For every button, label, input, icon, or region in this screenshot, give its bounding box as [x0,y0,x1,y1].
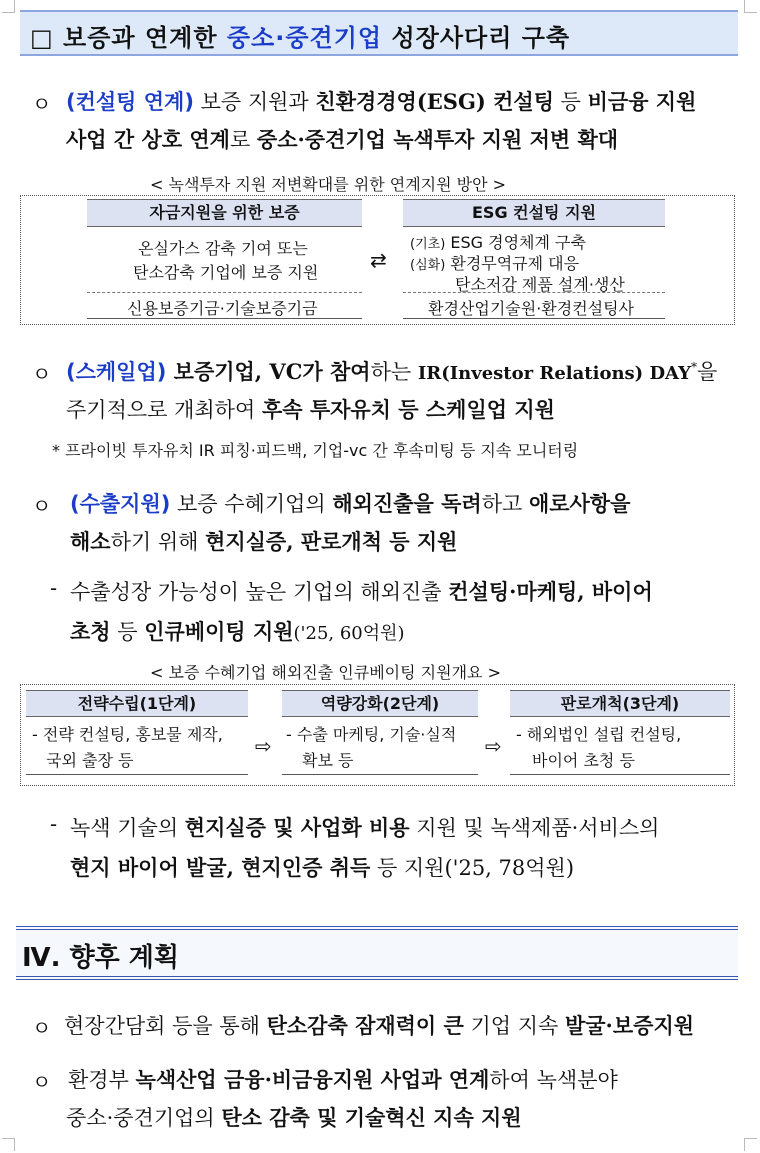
checkbox-glyph: □ [30,24,54,52]
divider [403,318,665,319]
table-cell: 환경산업기술원·환경컨설팅사 [428,299,635,318]
sub-item-dash: - [50,576,58,600]
stage3-header: 판로개척(3단계) [510,690,730,717]
sub-item-dash: - [50,812,58,836]
paragraph-line: 초청 등 인큐베이팅 지원('25, 60억원) [70,619,405,644]
bullet-mark: ㅇ [32,1016,52,1040]
divider [87,292,362,293]
paragraph-line: 해소하기 위해 현지실증, 판로개척 등 지원 [70,529,458,554]
bullet-mark: ㅇ [32,92,52,116]
table-cell: 국외 출장 등 [46,751,134,770]
paragraph-line: (수출지원) 보증 수혜기업의 해외진출을 독려하고 애로사항을 [70,491,631,516]
paragraph-line: 현장간담회 등을 통해 탄소감축 잠재력이 큰 기업 지속 발굴·보증지원 [64,1013,695,1038]
divider [282,774,478,775]
table-caption: < 녹색투자 지원 저변확대를 위한 연계지원 방안 > [150,175,507,194]
paragraph-line: (컨설팅 연계) 보증 지원과 친환경경영(ESG) 컨설팅 등 비금융 지원 [66,89,697,114]
paragraph-line: 현지 바이어 발굴, 현지인증 취득 등 지원('25, 78억원) [70,855,575,880]
bullet-mark: ㅇ [32,362,52,386]
corner-mark-top-left [2,0,15,13]
right-arrow-icon: ⇨ [255,734,272,758]
divider [403,292,665,293]
table-cell: 탄소감축 기업에 보증 지원 [133,263,319,282]
stage1-header: 전략수립(1단계) [26,690,248,717]
bullet-mark: ㅇ [32,494,52,518]
section-title: □ 보증과 연계한 중소·중견기업 성장사다리 구축 [30,24,571,52]
paragraph-line: 중소·중견기업의 탄소 감축 및 기술혁신 지속 지원 [66,1105,522,1130]
paragraph-line: 녹색 기술의 현지실증 및 사업화 비용 지원 및 녹색제품·서비스의 [70,815,660,840]
paragraph-line: 수출성장 가능성이 높은 기업의 해외진출 컨설팅·마케팅, 바이어 [70,579,653,604]
footnote: * 프라이빗 투자유치 IR 피칭·피드백, 기업-vc 간 후속미팅 등 지속 모니터링 [52,441,579,460]
paragraph-line: 주기적으로 개최하여 후속 투자유치 등 스케일업 지원 [66,397,555,422]
two-way-arrow-icon: ⇄ [370,248,387,272]
table-cell: 탄소저감 제품 설계·생산 [455,275,625,294]
table-header-left: 자금지원을 위한 보증 [87,199,362,227]
table-cell: 확보 등 [302,751,354,770]
corner-mark-bottom-left [2,1138,15,1151]
table-cell: - 수출 마케팅, 기술·실적 [286,725,457,744]
bullet-mark: ㅇ [32,1070,52,1094]
divider [26,774,248,775]
paragraph-line: (스케일업) 보증기업, VC가 참여하는 IR(Investor Relations) DAY*을 [66,359,718,384]
table-cell: 신용보증기금·기술보증기금 [127,299,318,318]
table-header-right: ESG 컨설팅 지원 [403,199,665,227]
divider [510,774,730,775]
divider [87,318,362,319]
table-cell: (기초) ESG 경영체계 구축 [410,233,586,252]
table-caption: < 보증 수혜기업 해외진출 인큐베이팅 지원개요 > [150,663,501,682]
paragraph-line: 환경부 녹색산업 금융·비금융지원 사업과 연계하여 녹색분야 [68,1067,618,1092]
corner-mark-bottom-right [744,1138,757,1151]
paragraph-line: 사업 간 상호 연계로 중소·중견기업 녹색투자 지원 저변 확대 [66,127,619,152]
section-iv-title: Ⅳ. 향후 계획 [22,943,180,973]
stage2-header: 역량강화(2단계) [282,690,478,717]
table-cell: (심화) 환경무역규제 대응 [410,254,580,273]
table-cell: 바이어 초청 등 [532,751,635,770]
table-cell: - 전략 컨설팅, 홍보물 제작, [32,725,223,744]
right-arrow-icon: ⇨ [485,734,502,758]
table-cell: - 해외법인 설립 컨설팅, [516,725,682,744]
corner-mark-top-right [744,0,757,13]
table-cell: 온실가스 감축 기여 또는 [138,239,308,258]
